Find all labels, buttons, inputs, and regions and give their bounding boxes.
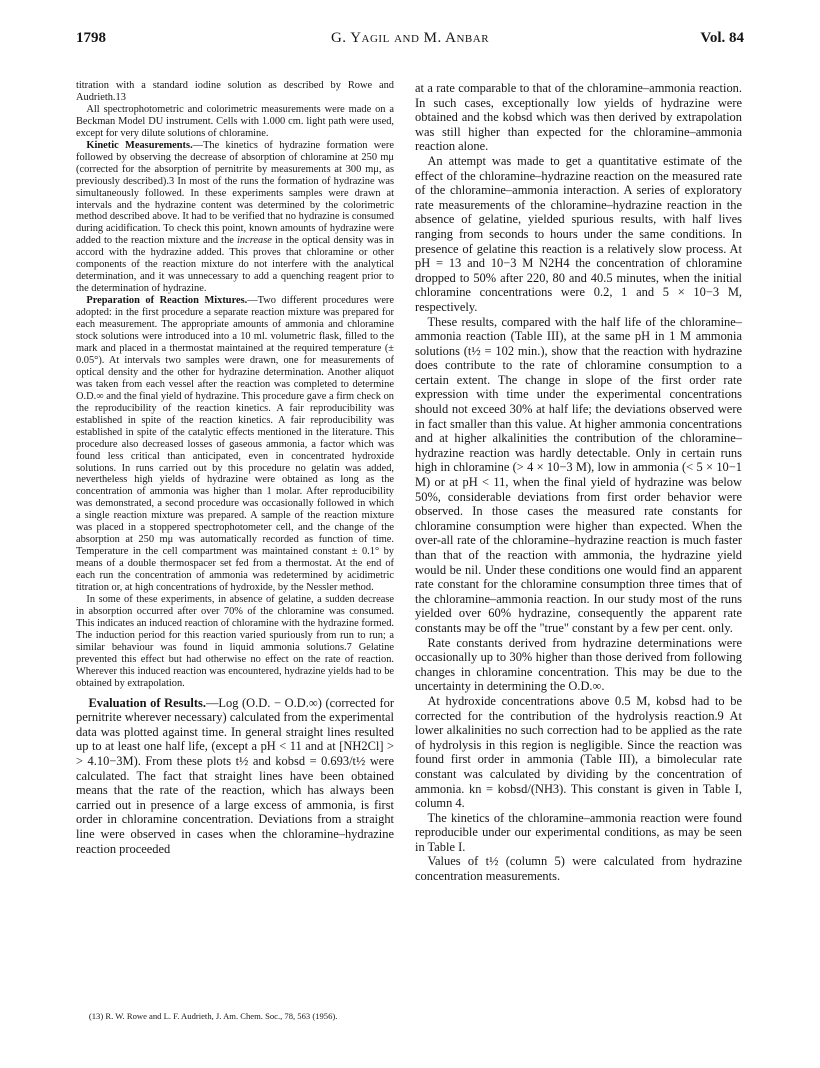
kinetic-text-a: —The kinetics of hydrazine formation were followed by observing the decrease of absorption of chloramine at 250 mμ (corrected for the absorption of pernitrite by measurements at 300 mμ, as previously described).3 In most of the runs the formation of hydrazine was simultaneously followed. In these experiments samples were drawn at intervals and the hydrazine content was determined by the colorimetric method described above. It had to be verified that no hydrazine is consumed during acidification. To check this point, known amounts of hydrazine were added to the reaction mixture and the <box>76 139 394 247</box>
running-authors: G. Yagil and M. Anbar <box>330 30 490 46</box>
preparation-text: —Two different procedures were adopted: in the first procedure a separate reaction mixture was prepared for each measurement. The appropriate amounts of ammonia and chloramine stock solutions were introduced into a 10 ml. volumetric flask, filled to the mark and placed in a thermostat maintained at the required temperature (± 0.05°). At intervals two samples were drawn, one for measurements of optical density and the other for hydrazine determination. Another aliquot was taken from each vessel after the reaction was completed to determine O.D.∞ and the final yield of hydrazine. This procedure gave a firm check on the reproducibility of the reaction kinetics. A fair reproducibility was established in spite of the reaction kinetics. A fair reproducibility was established in spite of the catalytic effects mentioned in the literature. This procedure also decreased losses of gaseous ammonia, a factor which was found less critical than anticipated, even in concentrated hydroxide solutions. In runs carried out by this procedure no gelatin was added, nevertheless high yields of hydrazine were obtained as long as the concentration of ammonia was higher than 1 molar. After reproducibility was demonstrated, a second procedure was occasionally followed in which a single reaction mixture was prepared. A sample of the reaction mixture was placed in a stoppered spectrophotometer cell, and the change of the absorption at 250 mμ was automatically recorded as function of time. Temperature in the cell compartment was maintained constant ± 0.1° by means of a double thermospacer set fed from a thermostat. At the end of each run the concentration of ammonia was redetermined by acidimetric titration or, at high concentrations of hydroxide, by the Nessler method. <box>76 295 395 594</box>
paragraph-rate-constants: Rate constants derived from hydrazine determinations were occasionally up to 30% higher than those derived from following changes in chloramine concentration. This may be due to the uncertainty in determining the O.D.∞. <box>415 635 742 694</box>
run-in-heading-preparation: Preparation of Reaction Mixtures. <box>86 295 248 307</box>
run-in-heading-kinetic: Kinetic Measurements. <box>86 139 193 151</box>
paragraph-hydroxide: At hydroxide concentrations above 0.5 M, kobsd had to be corrected for the contribution of the hydrolysis reaction.9 At lower alkalinities no such correction had to be applied as the rate of hydrolysis in this region is negligible. Since the reaction was found first order in ammonia (Table III), a bimolecular rate constant was calculated by dividing by the concentration of ammonia. kn = kobsd/(NH3). This constant is given in Table I, column 4. <box>415 693 742 811</box>
volume-label: Vol. 84 <box>700 30 744 46</box>
paragraph-reproducibility: The kinetics of the chloramine–ammonia reaction were found reproducible under our experimental conditions, as may be seen in Table I. <box>415 810 742 854</box>
paragraph-comparison: These results, compared with the half life of the chloramine–ammonia reaction (Table III), at the same pH in 1 M ammonia solutions (t½ = 102 min.), show that the reaction with hydrazine does contribute to the rate of chloramine consumption to a certain extent. The change in slope of the first order rate expression with time under the experimental concentrations should not exceed 30% at half life; the deviations observed were in fact smaller than this value. At higher ammonia concentrations and at higher alkalinities the contribution of the chloramine–hydrazine reaction was hardly detectable. Only in certain runs high in chloramine (> 4 × 10−3 M), low in ammonia (< 5 × 10−1 M) or at pH < 11, when the final yield of hydrazine was below 50%, considerable deviations from first order behavior were observed. In those cases the measured rate constants for chloramine consumption were higher than expected. When the over-all rate of the chloramine–hydrazine reaction is much faster than that of the reaction with ammonia, the hydrazine yield would be nil. Under these conditions one would find an apparent rate constant for the chloramine consumption three times that of the chloramine–ammonia reaction. In our study most of the runs yielded over 60% hydrazine, consequently the apparent rate constants may be off the "true" constant by a few per cent. only. <box>415 314 742 635</box>
footnote-13: (13) R. W. Rowe and L. F. Audrieth, J. Am. Chem. Soc., 78, 563 (1956). <box>88 1011 338 1021</box>
paragraph-half-life-values: Values of t½ (column 5) were calculated from hydrazine concentration measurements. <box>415 854 742 884</box>
left-column <box>76 80 394 856</box>
paragraph-induced-reaction: In some of these experiments, in absence of gelatine, a sudden decrease in absorption occurred after over 70% of the chloramine was consumed. This indicates an induced reaction of chloramine with the hydrazine formed. The induction period for this reaction varied spuriously from run to run; a similar behaviour was found in liquid ammonia solutions.7 Gelatine prevented this effect but had otherwise no effect on the rate of reaction. Wherever this induced reaction was encountered, hydrazine yields had to be obtained by extrapolation. <box>76 593 394 689</box>
paragraph-titration: titration with a standard iodine solution as described by Rowe and Audrieth.13 <box>76 80 394 103</box>
running-header <box>76 30 744 50</box>
paragraph-continuation: at a rate comparable to that of the chloramine–ammonia reaction. In such cases, exceptionally low yields of hydrazine were obtained and the kobsd which was then derived by extrapolation was still higher than expected for the chloramine–ammonia reaction alone. <box>415 81 742 154</box>
paragraph-evaluation <box>76 696 394 857</box>
kinetic-italic-word: increase <box>237 235 272 247</box>
paragraph-instrumentation: All spectrophotometric and colorimetric measurements were made on a Beckman Model DU instrument. Cells with 1.000 cm. light path were used, except for very dilute solutions of chloramine. <box>76 103 394 139</box>
evaluation-text: —Log (O.D. − O.D.∞) (corrected for pernitrite wherever necessary) calculated from the experimental data was plotted against time. In general straight lines resulted up to at least one half life, (except a pH < 11 and at [NH2Cl] > > 4.10−3M). From these plots t½ and kobsd = 0.693/t½ were calculated. The fact that straight lines have been obtained means that the rate of the reaction, which has always been carried out in presence of a large excess of ammonia, is first order in chloramine concentration. Deviations from a straight line were observed in cases when the chloramine–hydrazine reaction proceeded <box>76 695 395 856</box>
footnote <box>76 1011 394 1022</box>
paragraph-quantitative-estimate: An attempt was made to get a quantitative estimate of the effect of the chloramine–hydrazine reaction on the measured rate of the chloramine–ammonia interaction. A series of exploratory rate measurements of the chloramine–hydrazine reaction in the absence of gelatine, yielded spurious results, with half lives ranging from seconds to hours under the same conditions. In presence of gelatine this reaction is a relatively slow process. At pH = 13 and 10−3 M N2H4 the concentration of chloramine dropped to 50% after 220, 80 and 40.5 minutes, when the initial chloramine concentrations were 0.2, 1 and 5 × 10−3 M, respectively. <box>415 153 742 314</box>
run-in-heading-evaluation: Evaluation of Results. <box>88 695 206 710</box>
paragraph-preparation <box>76 295 394 594</box>
paragraph-kinetic-measurements <box>76 140 394 295</box>
right-column <box>415 81 742 884</box>
page-number: 1798 <box>76 30 106 46</box>
kinetic-text-b: in the optical density was in accord with the hydrazine added. This proves that chloramine or other components of the reaction mixture do not interfere with the analytical determination, and it was unnecessary to add a quenching reagent prior to the determination of hydrazine. <box>76 235 394 295</box>
